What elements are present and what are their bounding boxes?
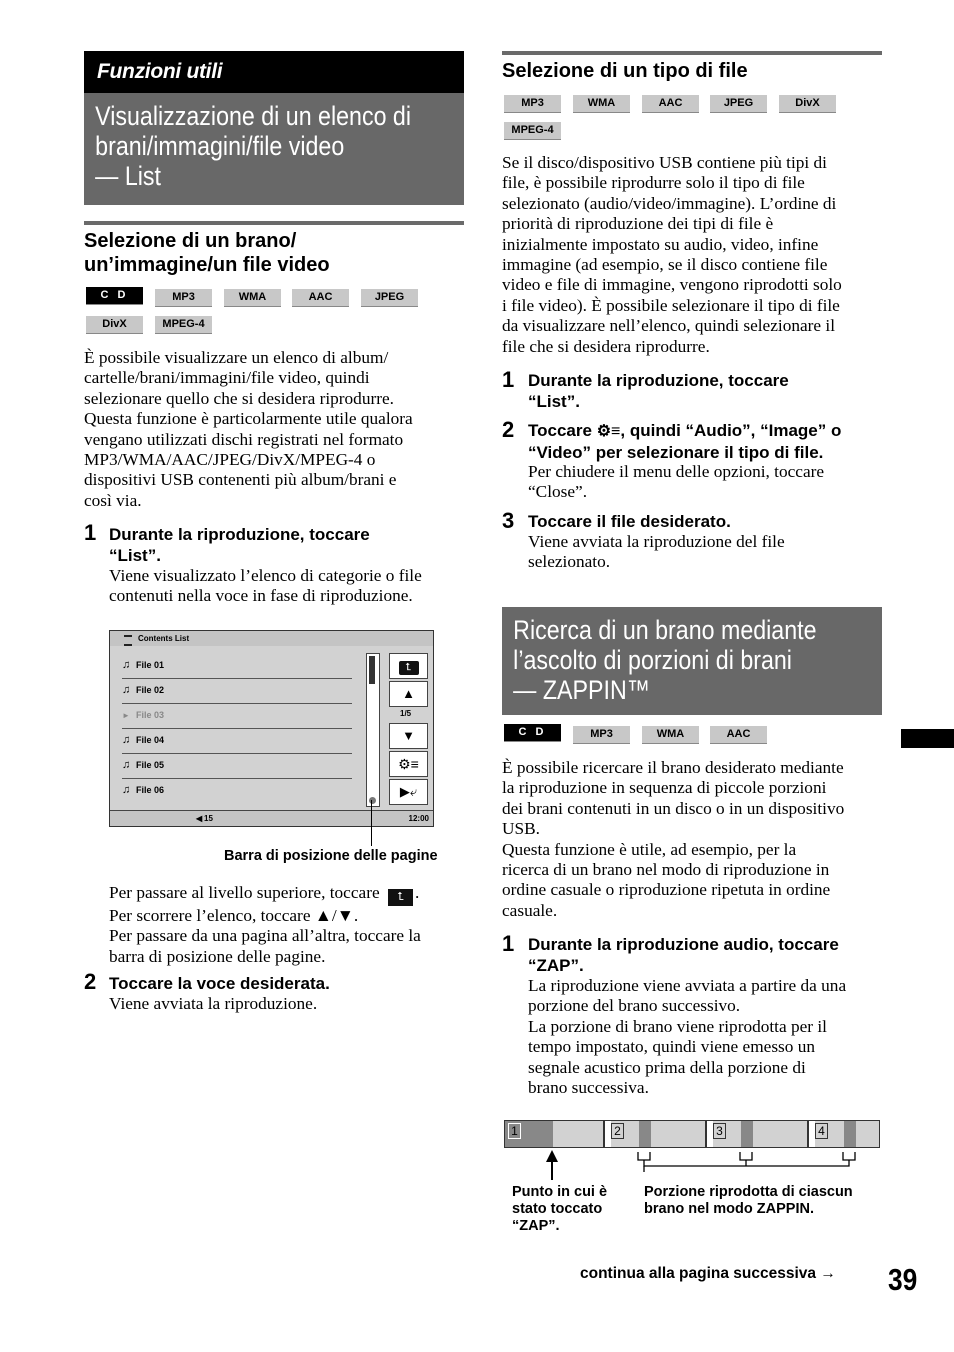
badge-mpeg4: MPEG-4 (504, 122, 561, 140)
category-label: Funzioni utili (84, 51, 464, 93)
text-line: USB. (502, 819, 540, 839)
badge-mp3: MP3 (573, 726, 630, 744)
step-number: 1 (84, 520, 97, 545)
list-item[interactable] (122, 779, 352, 803)
text-line: “Close”. (528, 482, 588, 502)
badge-aac: AAC (292, 289, 349, 307)
folder-up-icon: ⮤ (399, 661, 419, 675)
text-line: da visualizzare nell’elenco, quindi selezionare il (502, 316, 835, 336)
screen-title: Contents List (138, 634, 190, 643)
text-line: selezionare quello che si desidera riprodurre. (84, 388, 394, 408)
subheading: Selezione di un tipo di file (502, 60, 748, 82)
contents-list-screen (109, 630, 434, 827)
text-line: priorità di riproduzione dei tipi di file è (502, 214, 774, 234)
text-line: vengano utilizzati dischi registrati nel formato (84, 429, 404, 449)
options-icon: ⚙≡ (398, 756, 419, 772)
text-line: Questa funzione è utile, ad esempio, per la (502, 839, 797, 859)
text-line: inizialmente impostato su audio, video, infine (502, 234, 819, 254)
text-line: È possibile ricercare il brano desiderato mediante (502, 758, 844, 777)
track-number: 1 (508, 1123, 521, 1139)
step-title-line: “List”. (528, 392, 580, 411)
folder-up-button[interactable] (389, 653, 428, 679)
list-item-label: File 05 (136, 760, 165, 770)
play-icon: ► (122, 711, 130, 720)
list-item-label: File 04 (136, 735, 165, 745)
text-line: MP3/WMA/AAC/JPEG/DivX/MPEG-4 o (84, 450, 376, 470)
section-header-zappin (502, 607, 882, 715)
badge-cd: C D (86, 287, 143, 305)
subheading-line: Selezione di un brano/ (84, 230, 297, 252)
step-title-line (528, 420, 888, 442)
text-line: ordine casuale o riproduzione ripetuta in ordine (502, 880, 831, 900)
text-line: segnale acustico prima della porzione di (528, 1057, 806, 1077)
text-line: file, è possibile riprodurre solo il tipo di file (502, 173, 805, 193)
badge-cd: C D (504, 724, 561, 742)
intro-paragraph (84, 348, 466, 511)
text-fragment: Toccare (528, 421, 592, 440)
step-title-line: “Video” per selezionare il tipo di file. (528, 443, 824, 462)
step-number: 1 (502, 931, 515, 956)
caption-line: “ZAP”. (512, 1218, 560, 1234)
text-fragment: . (414, 883, 420, 902)
text-line: Viene avviata la riproduzione del file (528, 532, 785, 551)
step-body (528, 976, 888, 1098)
section-header-list (84, 51, 464, 205)
folder-up-inline-icon: ⮤ (388, 889, 413, 906)
caption-line: stato toccato (512, 1201, 603, 1217)
track-number: 2 (611, 1123, 624, 1139)
volume-icon: ◀ (196, 814, 203, 823)
list-item-label: File 02 (136, 685, 165, 695)
title-line: brani/immagini/file video (95, 131, 345, 161)
section-title (84, 93, 485, 201)
track-number: 4 (815, 1123, 828, 1139)
badge-wma: WMA (642, 726, 699, 744)
caption-line: Punto in cui è (512, 1184, 608, 1200)
step-number: 1 (502, 367, 515, 392)
text-line: Per passare da una pagina all’altra, toccare la (109, 926, 421, 946)
music-note-icon: ♫ (122, 734, 131, 746)
text-line: cartelle/brani/immagini/file video, quindi (84, 368, 370, 388)
text-line: dei brani contenuti in un disco o in un dispositivo (502, 798, 845, 818)
text-line: i file video). È possibile selezionare il tipo di file (502, 295, 840, 315)
music-note-icon: ♫ (122, 759, 131, 771)
step-body (528, 532, 888, 573)
step-title-line: Durante la riproduzione audio, toccare (528, 935, 839, 954)
badge-wma: WMA (224, 289, 281, 307)
text-fragment: , quindi “Audio”, “Image” o (620, 421, 842, 440)
subheading (84, 229, 464, 277)
step-title: Toccare la voce desiderata. (109, 974, 330, 993)
list-item[interactable] (122, 654, 352, 679)
text-line: porzione del brano successivo. (528, 996, 741, 1016)
step-title (109, 524, 469, 566)
text-line: casuale. (502, 900, 558, 920)
text-line: barra di posizione delle pagine. (109, 946, 326, 966)
arrow-shaft (551, 1160, 553, 1180)
text-line: Per chiudere il menu delle opzioni, toccare (528, 462, 825, 481)
scroll-up-button[interactable] (389, 681, 428, 707)
text-line: file che si desidera riprodurre. (502, 336, 710, 356)
text-line: ricerca di un brano nel modo di riproduzione in (502, 860, 830, 880)
scroll-thumb[interactable] (369, 656, 375, 684)
title-line: l’ascolto di porzioni di brani (513, 645, 792, 675)
screen-status-bar (110, 810, 433, 826)
scroll-down-button[interactable] (389, 723, 428, 749)
callout-line (371, 800, 372, 846)
step-title (528, 420, 888, 463)
diagram-caption-right (644, 1184, 884, 1218)
text-line: brano successiva. (528, 1078, 649, 1098)
section-title (502, 607, 903, 715)
badge-aac: AAC (642, 95, 699, 113)
text-line: immagine (ad esempio, se il disco contiene file (502, 255, 828, 275)
intro-paragraph (502, 153, 887, 357)
caption-line: Porzione riprodotta di ciascun (644, 1184, 853, 1200)
divider (84, 221, 464, 225)
step-body (109, 566, 469, 607)
text-line: Per scorrere l’elenco, toccare ▲/▼. (109, 906, 359, 925)
text-line: così via. (84, 490, 142, 510)
arrow-up-icon: ▲ (402, 686, 415, 701)
zappin-timeline (504, 1120, 880, 1148)
list-item[interactable] (122, 679, 352, 704)
list-item-label: File 01 (136, 660, 165, 670)
music-note-icon: ♫ (122, 684, 131, 696)
text-line: La porzione di brano viene riprodotta per il (528, 1016, 827, 1036)
step-title-line: Durante la riproduzione, toccare (528, 371, 789, 390)
divider (502, 51, 882, 55)
text-line: selezionato. (528, 552, 611, 572)
zappin-brackets (630, 1150, 860, 1172)
badge-wma: WMA (573, 95, 630, 113)
screen-title-bar (110, 631, 433, 646)
page-number: 39 (888, 1262, 918, 1297)
badge-divx: DivX (86, 316, 143, 334)
title-line: Visualizzazione di un elenco di (95, 101, 412, 131)
text-line: La riproduzione viene avviata a partire da una (528, 976, 847, 995)
title-line: — List (95, 161, 161, 191)
step-title-line: Durante la riproduzione, toccare (109, 525, 370, 544)
step-body: Viene avviata la riproduzione. (109, 994, 318, 1013)
title-line: — ZAPPIN™ (513, 675, 650, 705)
step-number: 3 (502, 508, 515, 533)
step-title (528, 934, 888, 976)
step-title (528, 370, 888, 412)
text-fragment: Per passare al livello superiore, toccare (109, 883, 380, 902)
badge-mpeg4: MPEG-4 (155, 316, 212, 334)
badge-jpeg: JPEG (361, 289, 418, 307)
list-icon (124, 635, 132, 646)
badge-mp3: MP3 (155, 289, 212, 307)
text-line: Questa funzione è particolarmente utile qualora (84, 409, 413, 429)
return-icon: ▶⤶ (399, 784, 418, 799)
page-indicator: 1/5 (400, 709, 412, 718)
step-number: 2 (502, 417, 515, 442)
text-line: contenuti nella voce in fase di riproduzione. (109, 586, 413, 606)
subheading-line: un’immagine/un file video (84, 254, 330, 276)
list-item-label: File 03 (136, 710, 165, 720)
badge-aac: AAC (710, 726, 767, 744)
step-number: 2 (84, 969, 97, 994)
source-button[interactable] (389, 779, 428, 805)
clock: 12:00 (408, 814, 429, 823)
diagram-caption-left (512, 1184, 632, 1235)
text-line: selezionato (audio/video/immagine). L’ordine di (502, 193, 837, 213)
step-title-line: “ZAP”. (528, 956, 584, 975)
callout-label: Barra di posizione delle pagine (224, 848, 438, 864)
list-item[interactable] (122, 754, 352, 779)
list-item[interactable] (122, 729, 352, 754)
zappin-portion (639, 1121, 651, 1147)
music-note-icon: ♫ (122, 784, 131, 796)
title-line: Ricerca di un brano mediante (513, 615, 817, 645)
step-title-line: “List”. (109, 546, 161, 565)
volume-level: 15 (204, 814, 213, 823)
text-line (109, 883, 469, 906)
arrow-down-icon: ▼ (402, 728, 415, 743)
text-line: tempo impostato, quindi viene emesso un (528, 1037, 816, 1057)
text-line: video e file di immagine, vengono riprodotti solo (502, 275, 842, 295)
caption-line: brano nel modo ZAPPIN. (644, 1201, 814, 1217)
options-button[interactable] (389, 751, 428, 777)
zappin-portion (741, 1121, 753, 1147)
chapter-tab (901, 729, 954, 748)
text-line: È possibile visualizzare un elenco di album/ (84, 348, 389, 367)
track-number: 3 (713, 1123, 726, 1139)
badge-divx: DivX (779, 95, 836, 113)
continue-note: continua alla pagina successiva → (580, 1265, 836, 1282)
text-line: Viene visualizzato l’elenco di categorie o file (109, 566, 422, 585)
badge-mp3: MP3 (504, 95, 561, 113)
text-line: Se il disco/dispositivo USB contiene più tipi di (502, 153, 827, 172)
step-body (528, 462, 888, 503)
music-note-icon: ♫ (122, 659, 131, 671)
text-line: la riproduzione in sequenza di piccole porzioni (502, 778, 827, 798)
badge-jpeg: JPEG (710, 95, 767, 113)
zappin-portion (844, 1121, 856, 1147)
list-item-playing[interactable] (122, 704, 352, 729)
step-title: Toccare il file desiderato. (528, 512, 731, 531)
options-icon: ⚙≡ (596, 423, 621, 440)
zappin-intro (502, 758, 890, 921)
page-position-bar[interactable] (366, 653, 380, 807)
text-line: dispositivi USB contenenti più album/brani e (84, 470, 397, 490)
list-item-label: File 06 (136, 785, 165, 795)
navigation-notes (109, 883, 469, 967)
